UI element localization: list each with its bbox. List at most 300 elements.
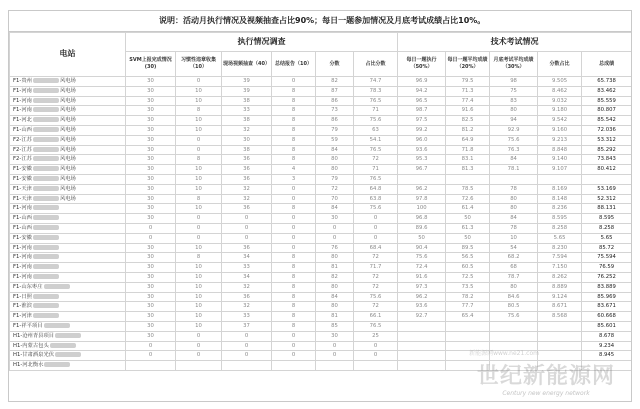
redacted-text [44,284,70,289]
score-cell: 72 [354,282,398,292]
station-name: F1-祥平项目 [13,323,43,330]
score-cell: 8 [272,155,316,165]
score-cell: 73.843 [582,155,632,165]
score-cell: 5.65 [582,233,632,243]
score-cell [538,321,582,331]
score-cell: 30 [126,96,176,106]
station-name: F1-山西 [13,215,32,222]
score-cell: 72 [316,184,354,194]
station-suffix: 风电场 [59,195,76,202]
score-cell: 75.6 [354,204,398,214]
score-cell [490,174,538,184]
redacted-text [33,274,59,279]
table-row [10,116,632,126]
score-cell [398,361,446,371]
score-cell [490,321,538,331]
score-cell: 76.3 [490,145,538,155]
redacted-text [33,166,59,171]
score-cell: 0 [176,77,222,87]
score-cell: 90.4 [398,243,446,253]
score-cell [538,174,582,184]
score-cell: 75.6 [398,253,446,263]
score-cell: 0 [126,341,176,351]
score-cell: 10 [176,321,222,331]
score-cell: 36 [222,292,272,302]
redacted-text [33,117,59,122]
score-cell: 36 [222,204,272,214]
score-cell: 75.594 [582,253,632,263]
station-name: F1-安徽 [13,234,32,241]
score-cell: 9.032 [538,96,582,106]
score-cell: 30 [126,116,176,126]
score-cell: 0 [354,223,398,233]
score-cell: 30 [126,77,176,87]
station-name: F1-河津 [13,313,32,320]
score-cell: 78.3 [354,86,398,96]
redacted-text [33,215,59,220]
station-name: F1-河北 [13,117,32,124]
score-cell: 91.6 [446,106,490,116]
redacted-text [55,333,81,338]
score-cell: 75.6 [490,135,538,145]
score-cell: 85.72 [582,243,632,253]
score-cell: 70 [316,194,354,204]
score-cell: 98.7 [398,106,446,116]
table-row [10,86,632,96]
station-name-cell [10,86,126,96]
score-cell: 0 [126,351,176,361]
table-row [10,96,632,106]
score-cell [538,331,582,341]
score-cell: 100 [398,204,446,214]
score-cell: 8 [272,96,316,106]
score-cell [446,331,490,341]
score-cell: 0 [176,233,222,243]
score-cell: 8 [272,204,316,214]
score-cell: 0 [176,135,222,145]
col-header: 月底考试平均成绩（30%） [490,52,538,77]
station-name: F1-贵州 [13,78,32,85]
score-cell: 0 [272,194,316,204]
score-cell: 32 [222,125,272,135]
score-cell: 0 [272,184,316,194]
station-name-cell [10,174,126,184]
score-cell: 33 [222,106,272,116]
score-cell: 71 [354,106,398,116]
redacted-text [33,196,59,201]
watermark-title: 世纪新能源网 [476,364,615,389]
station-name: F1-河南 [13,244,32,251]
score-cell: 32 [222,302,272,312]
score-cell: 68.4 [354,243,398,253]
score-cell: 85.601 [582,321,632,331]
score-cell: 9.542 [538,116,582,126]
score-cell: 8 [176,106,222,116]
station-name-cell [10,155,126,165]
score-cell: 80 [490,106,538,116]
score-cell: 10 [176,243,222,253]
station-name: H1-内蒙古包头 [13,342,49,349]
score-sheet [8,10,632,402]
redacted-text [33,98,59,103]
score-cell: 94 [490,116,538,126]
score-cell: 61.3 [446,223,490,233]
score-cell: 86 [316,96,354,106]
score-cell: 80.807 [582,106,632,116]
score-cell: 73 [316,106,354,116]
score-cell: 10 [176,86,222,96]
score-cell: 76.5 [354,96,398,106]
table-row [10,214,632,224]
score-cell: 50 [398,233,446,243]
score-cell: 8 [272,263,316,273]
watermark-subtitle: Century new energy network [502,390,590,397]
score-cell: 39 [222,86,272,96]
table-row [10,174,632,184]
station-name-cell [10,116,126,126]
score-cell: 76.5 [354,321,398,331]
station-name: F2-江苏 [13,146,32,153]
score-cell: 71 [354,165,398,175]
station-name: F1-安徽 [13,176,32,183]
score-cell: 64.8 [354,184,398,194]
score-cell: 8.262 [538,272,582,282]
score-cell: 10 [176,96,222,106]
score-cell: 30 [126,204,176,214]
score-cell [582,174,632,184]
station-name: F1-山西 [13,225,32,232]
score-cell: 99.2 [398,125,446,135]
score-cell: 61.4 [446,204,490,214]
score-cell: 76 [316,243,354,253]
score-cell: 85.969 [582,292,632,302]
table-row [10,77,632,87]
redacted-text [33,78,59,83]
table-row [10,106,632,116]
score-cell: 68 [490,263,538,273]
score-cell: 8 [272,321,316,331]
score-cell: 8 [272,282,316,292]
table-row [10,312,632,322]
score-cell: 59 [316,135,354,145]
score-cell: 0 [272,331,316,341]
score-cell: 0 [176,214,222,224]
score-cell: 63.8 [354,194,398,204]
score-cell: 0 [176,351,222,361]
score-cell: 82.5 [446,116,490,126]
redacted-text [33,235,59,240]
score-cell: 9.234 [582,341,632,351]
redacted-text [33,254,59,259]
score-cell: 30 [126,135,176,145]
station-name-cell [10,125,126,135]
score-cell: 25 [354,331,398,341]
col-header: 每日一题执行（50%） [398,52,446,77]
score-cell: 10 [176,116,222,126]
score-cell: 30 [126,86,176,96]
score-cell: 30 [126,312,176,322]
score-cell: 77.7 [446,302,490,312]
table-row [10,233,632,243]
redacted-text [33,225,59,230]
col-header: 总成绩 [582,52,632,77]
score-cell: 76.59 [582,263,632,273]
station-suffix: 风电场 [59,166,76,173]
score-cell: 80 [316,302,354,312]
redacted-text [33,205,59,210]
score-cell [490,331,538,341]
score-cell: 56.5 [446,253,490,263]
score-cell [316,361,354,371]
score-cell: 30 [126,331,176,341]
score-cell: 76.5 [354,174,398,184]
station-name-cell [10,223,126,233]
score-cell: 65.4 [446,312,490,322]
score-cell: 72 [354,155,398,165]
station-name: F1-河南 [13,254,32,261]
score-cell: 33 [222,312,272,322]
score-cell: 0 [176,223,222,233]
station-name-cell [10,194,126,204]
station-suffix: 风电场 [59,117,76,124]
score-cell: 30 [126,253,176,263]
score-cell: 3 [272,174,316,184]
score-cell [446,361,490,371]
score-cell: 54.1 [354,135,398,145]
score-cell: 60.5 [446,263,490,273]
score-cell: 65.738 [582,77,632,87]
score-cell: 84.6 [490,292,538,302]
score-cell: 97.8 [398,194,446,204]
score-cell: 0 [272,341,316,351]
score-cell: 64.9 [446,135,490,145]
station-suffix: 风电场 [59,136,76,143]
score-cell: 82 [316,77,354,87]
station-name: F1-淮滨 [13,303,32,310]
score-cell: 80 [316,253,354,263]
table-row [10,125,632,135]
score-cell: 72.5 [446,272,490,282]
redacted-text [33,245,59,250]
score-cell: 79 [316,174,354,184]
exec-group-header: 执行情况调查 [126,33,398,52]
score-cell: 30 [126,125,176,135]
station-name: F1-河南 [13,264,32,271]
score-cell: 71.7 [354,263,398,273]
score-cell: 34 [222,253,272,263]
station-name-cell [10,272,126,282]
station-name-cell [10,77,126,87]
station-name-cell [10,331,126,341]
table-row [10,292,632,302]
score-cell: 8 [272,116,316,126]
score-cell: 30 [126,194,176,204]
table-row [10,194,632,204]
score-cell: 8 [272,302,316,312]
score-cell: 38 [222,96,272,106]
station-suffix: 风电场 [59,78,76,85]
score-cell: 0 [316,223,354,233]
score-cell: 72.6 [446,194,490,204]
score-cell: 8 [272,253,316,263]
score-cell: 79.5 [446,77,490,87]
col-header: 分数 [316,52,354,77]
station-name-cell [10,165,126,175]
score-cell: 8 [272,86,316,96]
station-name-cell [10,341,126,351]
redacted-text [33,156,59,161]
station-name-cell [10,263,126,273]
score-cell: 96.5 [398,96,446,106]
score-cell: 81 [316,263,354,273]
score-cell: 10 [176,263,222,273]
score-cell: 30 [126,165,176,175]
score-cell: 85.542 [582,116,632,126]
score-cell: 83.889 [582,282,632,292]
station-name: H1-甘肃酒泉光伏 [13,352,55,359]
station-name-cell [10,135,126,145]
table-row [10,253,632,263]
redacted-text [33,176,59,181]
score-cell: 38 [222,145,272,155]
station-name: F1-河南 [13,205,32,212]
score-cell: 96.9 [398,77,446,87]
score-cell: 8 [272,312,316,322]
table-row [10,204,632,214]
score-cell: 88.131 [582,204,632,214]
score-cell: 32 [222,194,272,204]
score-cell: 8.678 [582,331,632,341]
score-cell: 78 [490,184,538,194]
score-cell: 8 [272,106,316,116]
score-cell: 30 [126,282,176,292]
station-name-cell [10,361,126,371]
score-cell: 0 [354,214,398,224]
score-cell: 8.258 [582,223,632,233]
station-name-cell [10,106,126,116]
score-cell: 36 [222,155,272,165]
score-cell: 0 [316,351,354,361]
score-cell: 30 [126,243,176,253]
score-cell: 71.8 [446,145,490,155]
score-cell: 32 [222,184,272,194]
score-cell: 8 [176,194,222,204]
station-suffix: 风电场 [59,176,76,183]
score-cell: 97.5 [398,116,446,126]
col-header: 总结报告（10） [272,52,316,77]
score-cell: 0 [272,351,316,361]
table-row [10,243,632,253]
score-cell: 8 [272,145,316,155]
score-cell [398,331,446,341]
score-cell: 8.236 [538,204,582,214]
score-cell: 80 [490,282,538,292]
score-cell: 10 [176,165,222,175]
score-cell [398,341,446,351]
station-name: F1-日照 [13,293,32,300]
score-cell: 96.8 [398,214,446,224]
score-cell [538,341,582,351]
score-cell: 72.036 [582,125,632,135]
score-cell: 10 [176,312,222,322]
score-cell: 0 [176,145,222,155]
score-cell: 98 [490,77,538,87]
sheet-note: 说明：活动月执行情况及视频抽查占比90%；每日一题参加情况及月底考试成绩占比10%。 [9,11,631,32]
score-cell: 9.160 [538,125,582,135]
score-cell: 75.6 [490,312,538,322]
table-row [10,331,632,341]
score-cell: 8.148 [538,194,582,204]
table-row [10,145,632,155]
station-name-cell [10,145,126,155]
station-name-cell [10,243,126,253]
score-cell: 54 [490,243,538,253]
score-cell: 0 [354,341,398,351]
score-cell: 81.3 [446,165,490,175]
station-name: F1-天津 [13,195,32,202]
score-cell: 30 [126,321,176,331]
station-name-cell [10,184,126,194]
station-name-cell [10,282,126,292]
score-cell: 96.0 [398,135,446,145]
score-cell: 53.312 [582,135,632,145]
score-cell: 0 [316,233,354,243]
col-header: 习惯性违章收集（10） [176,52,222,77]
score-cell: 85.559 [582,96,632,106]
score-cell: 52.312 [582,194,632,204]
score-cell: 30 [316,214,354,224]
score-cell: 68.2 [490,253,538,263]
score-cell: 89.5 [446,243,490,253]
score-cell: 74.7 [354,77,398,87]
score-cell [538,351,582,361]
score-cell: 0 [354,351,398,361]
score-cell: 0 [222,341,272,351]
score-cell [398,321,446,331]
score-cell: 0 [126,223,176,233]
score-cell: 8.671 [538,302,582,312]
station-name: H1-河北衡水 [13,362,44,369]
redacted-text [50,343,76,348]
tech-group-header: 技术考试情况 [398,33,632,52]
score-cell: 8.945 [582,351,632,361]
score-cell: 50 [446,233,490,243]
score-cell: 72 [354,253,398,263]
score-cell: 8.462 [538,86,582,96]
score-cell: 9.124 [538,292,582,302]
station-name: F1-河南 [13,97,32,104]
score-cell: 79 [316,125,354,135]
score-cell: 8.595 [538,214,582,224]
score-cell: 72 [354,302,398,312]
score-cell: 8.230 [538,243,582,253]
col-header: 现场视频抽查（40） [222,52,272,77]
score-cell: 80 [490,204,538,214]
score-cell: 8.568 [538,312,582,322]
score-cell: 0 [222,331,272,341]
score-cell: 9.140 [538,155,582,165]
redacted-text [33,303,59,308]
score-cell: 85.292 [582,145,632,155]
station-name-cell [10,253,126,263]
score-cell: 9.213 [538,135,582,145]
score-cell: 80.412 [582,165,632,175]
score-cell: 36 [222,243,272,253]
score-cell: 75.6 [354,292,398,302]
score-cell: 8.848 [538,145,582,155]
score-cell: 8.169 [538,184,582,194]
score-cell: 80 [316,282,354,292]
